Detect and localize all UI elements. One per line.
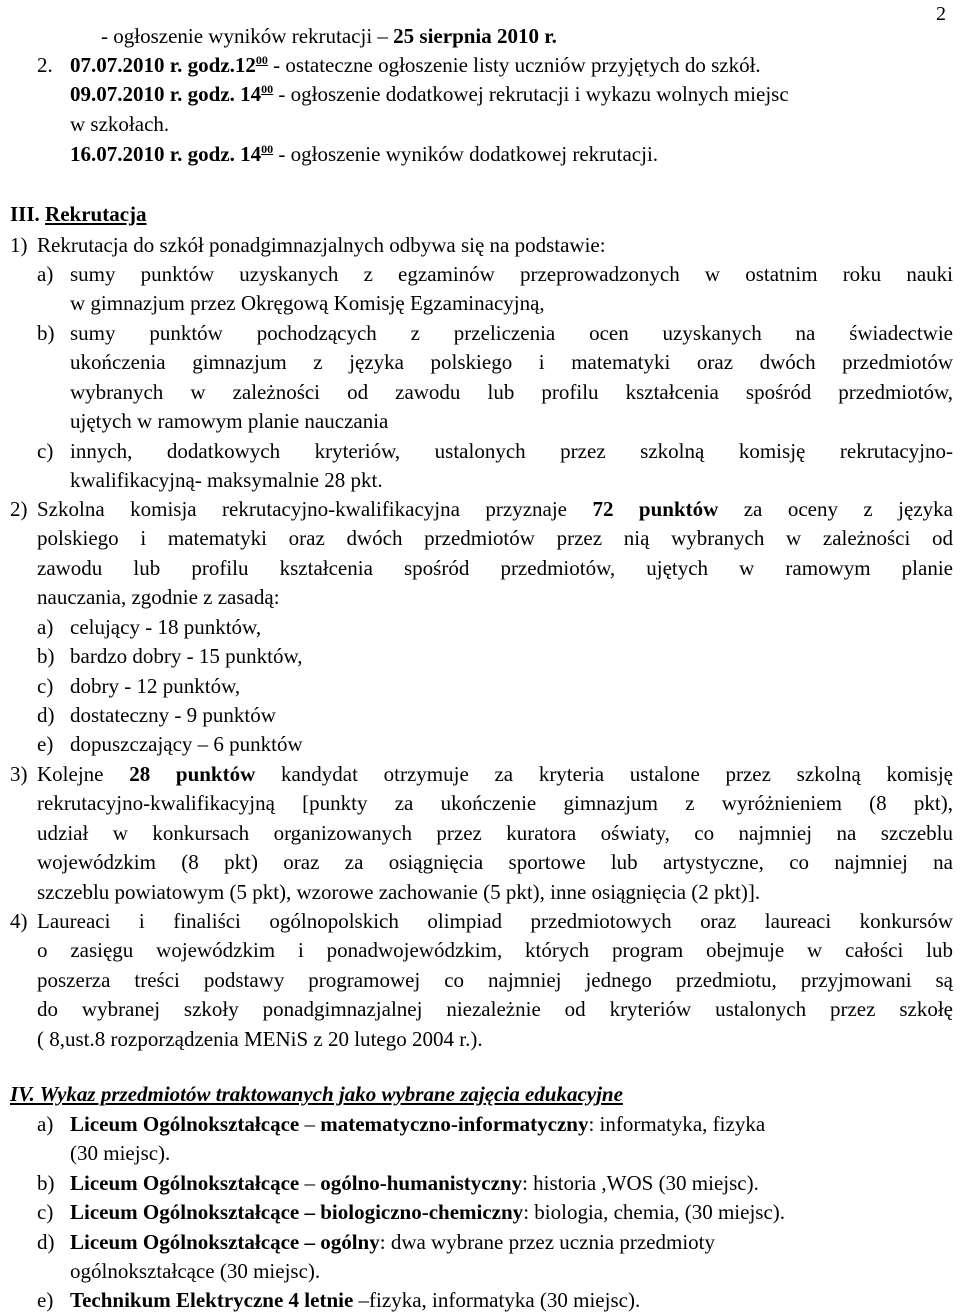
school-subjects: : historia ,WOS (30 miejsc). bbox=[522, 1171, 759, 1195]
school-item-continuation: (30 miejsc). bbox=[70, 1141, 171, 1165]
list-label: c) bbox=[37, 1200, 54, 1224]
school-subjects: : informatyka, fizyka bbox=[588, 1112, 766, 1136]
paragraph-text: Rekrutacja do szkół ponadgimnazjalnych odbywa się na podstawie: bbox=[37, 233, 606, 257]
paragraph-line: nauczania, zgodnie z zasadą: bbox=[37, 585, 280, 609]
paragraph-line: wybranych w zależności od zawodu lub profilu kształcenia spośród przedmiotów, bbox=[70, 380, 953, 404]
school-item bbox=[70, 1286, 640, 1315]
school-name: Technikum Elektryczne 4 letnie bbox=[70, 1288, 354, 1312]
separator: – bbox=[299, 1112, 321, 1136]
school-item bbox=[70, 1228, 715, 1257]
grade-item: dopuszczający – 6 punktów bbox=[70, 732, 303, 756]
school-name: Liceum Ogólnokształcące – bbox=[70, 1230, 321, 1254]
section-heading-recruitment bbox=[10, 200, 147, 229]
date-line-text: - ogłoszenie wyników rekrutacji – bbox=[101, 24, 394, 48]
school-subjects: : biologia, chemia, (30 miejsc). bbox=[523, 1200, 786, 1224]
date-line-bold: 25 sierpnia 2010 r. bbox=[393, 24, 557, 48]
school-item bbox=[70, 1110, 765, 1139]
school-item bbox=[70, 1198, 785, 1227]
paragraph-line: ukończenia gimnazjum z języka polskiego i matematyki oraz dwóch przedmiotów bbox=[70, 350, 953, 374]
date-description: - ogłoszenie dodatkowej rekrutacji i wykazu wolnych miejsc bbox=[273, 82, 789, 106]
date-description: - ostateczne ogłoszenie listy uczniów przyjętych do szkół. bbox=[267, 53, 761, 77]
time-superscript: 00 bbox=[261, 142, 274, 156]
list-number: 3) bbox=[10, 762, 28, 786]
date-text: 09.07.2010 r. godz. 14 bbox=[70, 82, 262, 106]
time-superscript: 00 bbox=[261, 82, 274, 96]
date-line-final-list bbox=[70, 51, 761, 80]
paragraph-line: sumy punktów pochodzących z przeliczenia ocen uzyskanych na świadectwie bbox=[70, 321, 953, 345]
list-label: b) bbox=[37, 1171, 55, 1195]
list-number: 2. bbox=[37, 53, 53, 77]
date-description: - ogłoszenie wyników dodatkowej rekrutacji. bbox=[273, 142, 659, 166]
school-profile: ogólno-humanistyczny bbox=[320, 1171, 523, 1195]
school-profile: matematyczno-informatyczny bbox=[320, 1112, 589, 1136]
list-number: 4) bbox=[10, 909, 28, 933]
section-title: Rekrutacja bbox=[45, 202, 147, 226]
section-heading-subjects: IV. Wykaz przedmiotów traktowanych jako wybrane zajęcia edukacyjne bbox=[10, 1082, 623, 1106]
grade-item: dostateczny - 9 punktów bbox=[70, 703, 276, 727]
school-name: Liceum Ogólnokształcące bbox=[70, 1112, 300, 1136]
section-number: III. bbox=[10, 202, 40, 226]
list-label: b) bbox=[37, 644, 55, 668]
bold-points: 28 punktów bbox=[129, 762, 256, 786]
paragraph-line: innych, dodatkowych kryteriów, ustalonych przez szkolną komisję rekrutacyjno- bbox=[70, 439, 953, 463]
text-span: Szkolna komisja rekrutacyjno-kwalifikacyjna przyznaje bbox=[37, 497, 593, 521]
list-number: 1) bbox=[10, 233, 28, 257]
school-subjects: –fizyka, informatyka (30 miejsc). bbox=[353, 1288, 641, 1312]
text-span: Kolejne bbox=[37, 762, 130, 786]
school-name: Liceum Ogólnokształcące bbox=[70, 1171, 300, 1195]
list-label: d) bbox=[37, 1230, 55, 1254]
grade-item: dobry - 12 punktów, bbox=[70, 674, 241, 698]
school-item-continuation: ogólnokształcące (30 miejsc). bbox=[70, 1259, 321, 1283]
paragraph-line: sumy punktów uzyskanych z egzaminów przeprowadzonych w ostatnim roku nauki bbox=[70, 262, 953, 286]
paragraph-line bbox=[37, 760, 953, 789]
paragraph-line: o zasięgu wojewódzkim i ponadwojewódzkim, których program obejmuje w całości lub bbox=[37, 938, 953, 962]
grade-item: bardzo dobry - 15 punktów, bbox=[70, 644, 303, 668]
date-line-results bbox=[101, 22, 557, 51]
list-label: a) bbox=[37, 262, 54, 286]
date-line-additional bbox=[70, 80, 789, 109]
grade-item: celujący - 18 punktów, bbox=[70, 615, 262, 639]
school-profile: biologiczno-chemiczny bbox=[320, 1200, 524, 1224]
school-profile: ogólny bbox=[320, 1230, 380, 1254]
separator: – bbox=[299, 1171, 321, 1195]
date-text: 16.07.2010 r. godz. 14 bbox=[70, 142, 262, 166]
paragraph-line bbox=[37, 495, 953, 524]
paragraph-line: poszerza treści podstawy programowej co najmniej jednego przedmiotu, przyjmowani są bbox=[37, 968, 953, 992]
date-line-continuation: w szkołach. bbox=[70, 112, 170, 136]
list-number: 2) bbox=[10, 497, 28, 521]
page-number: 2 bbox=[936, 3, 946, 25]
school-item bbox=[70, 1169, 759, 1198]
list-label: c) bbox=[37, 674, 54, 698]
list-label: c) bbox=[37, 439, 54, 463]
list-label: e) bbox=[37, 732, 54, 756]
paragraph-line: ( 8,ust.8 rozporządzenia MENiS z 20 lutego 2004 r.). bbox=[37, 1027, 483, 1051]
school-name: Liceum Ogólnokształcące – bbox=[70, 1200, 321, 1224]
list-label: b) bbox=[37, 321, 55, 345]
paragraph-line: Laureaci i finaliści ogólnopolskich olimpiad przedmiotowych oraz laureaci konkursów bbox=[37, 909, 953, 933]
paragraph-line: szczeblu powiatowym (5 pkt), wzorowe zachowanie (5 pkt), inne osiągnięcia (2 pkt)]. bbox=[37, 880, 761, 904]
list-label: d) bbox=[37, 703, 55, 727]
paragraph-line: kwalifikacyjną- maksymalnie 28 pkt. bbox=[70, 468, 383, 492]
school-subjects: : dwa wybrane przez ucznia przedmioty bbox=[379, 1230, 715, 1254]
paragraph-line: ujętych w ramowym planie nauczania bbox=[70, 409, 389, 433]
list-label: e) bbox=[37, 1288, 54, 1312]
time-superscript: 00 bbox=[255, 53, 268, 67]
paragraph-line: wojewódzkim (8 pkt) oraz za osiągnięcia sportowe lub artystyczne, co najmniej na bbox=[37, 850, 953, 874]
bold-points: 72 punktów bbox=[592, 497, 719, 521]
text-span: kandydat otrzymuje za kryteria ustalone przez szkolną komisję bbox=[255, 762, 953, 786]
date-text: 07.07.2010 r. godz.12 bbox=[70, 53, 256, 77]
text-span: za oceny z języka bbox=[718, 497, 953, 521]
list-label: a) bbox=[37, 615, 54, 639]
paragraph-line: w gimnazjum przez Okręgową Komisję Egzaminacyjną, bbox=[70, 291, 545, 315]
list-label: a) bbox=[37, 1112, 54, 1136]
paragraph-line: do wybranej szkoły ponadgimnazjalnej niezależnie od kryteriów ustalonych przez szkołę bbox=[37, 997, 953, 1021]
paragraph-line: polskiego i matematyki oraz dwóch przedmiotów przez nią wybranych w zależności od bbox=[37, 526, 953, 550]
paragraph-line: udział w konkursach organizowanych przez kuratora oświaty, co najmniej na szczeblu bbox=[37, 821, 953, 845]
paragraph-line: zawodu lub profilu kształcenia spośród przedmiotów, ujętych w ramowym planie bbox=[37, 556, 953, 580]
paragraph-line: rekrutacyjno-kwalifikacyjną [punkty za ukończenie gimnazjum z wyróżnieniem (8 pkt), bbox=[37, 791, 953, 815]
date-line-additional-results bbox=[70, 140, 658, 169]
